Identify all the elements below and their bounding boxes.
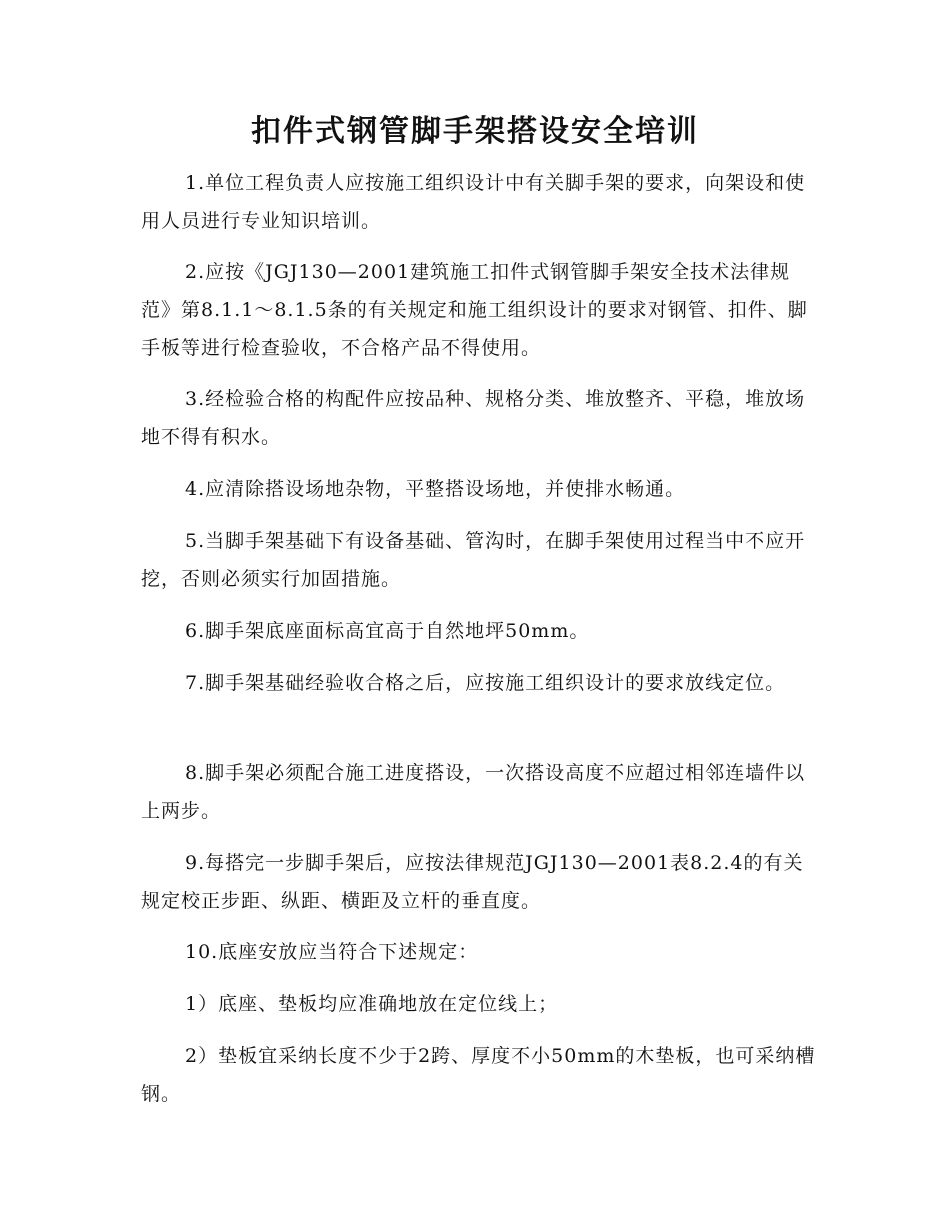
paragraph-7: 7.脚手架基础经验收合格之后，应按施工组织设计的要求放线定位。 (185, 672, 786, 694)
paragraph-8: 8.脚手架必须配合施工进度搭设，一次搭设高度不应超过相邻连墙件以上两步。 (141, 762, 806, 822)
paragraph-10: 10.底座安放应当符合下述规定： (185, 941, 479, 963)
paragraph-4: 4.应清除搭设场地杂物，平整搭设场地，并使排水畅通。 (185, 478, 686, 500)
document-title: 扣件式钢管脚手架搭设安全培训 (251, 114, 699, 149)
paragraph-11: 1）底座、垫板均应准确地放在定位线上； (185, 993, 559, 1015)
paragraph-6: 6.脚手架底座面标高宜高于自然地坪50mm。 (185, 620, 590, 642)
paragraph-12: 2）垫板宜采纳长度不少于2跨、厚度不小50mm的木垫板，也可采纳槽钢。 (141, 1045, 816, 1105)
paragraph-2: 2.应按《JGJ130—2001建筑施工扣件式钢管脚手架安全技术法律规范》第8.1.1～8.1.5条的有关规定和施工组织设计的要求对钢管、扣件、脚手板等进行检查验收，不合格产品不得使用。 (141, 261, 808, 359)
paragraph-5: 5.当脚手架基础下有设备基础、管沟时，在脚手架使用过程当中不应开挖，否则必须实行加固措施。 (141, 530, 806, 590)
paragraph-1: 1.单位工程负责人应按施工组织设计中有关脚手架的要求，向架设和使用人员进行专业知识培训。 (141, 172, 806, 232)
paragraph-9: 9.每搭完一步脚手架后，应按法律规范JGJ130—2001表8.2.4的有关规定校正步距、纵距、横距及立杆的垂直度。 (141, 852, 804, 912)
paragraph-3: 3.经检验合格的构配件应按品种、规格分类、堆放整齐、平稳，堆放场地不得有积水。 (141, 388, 806, 448)
